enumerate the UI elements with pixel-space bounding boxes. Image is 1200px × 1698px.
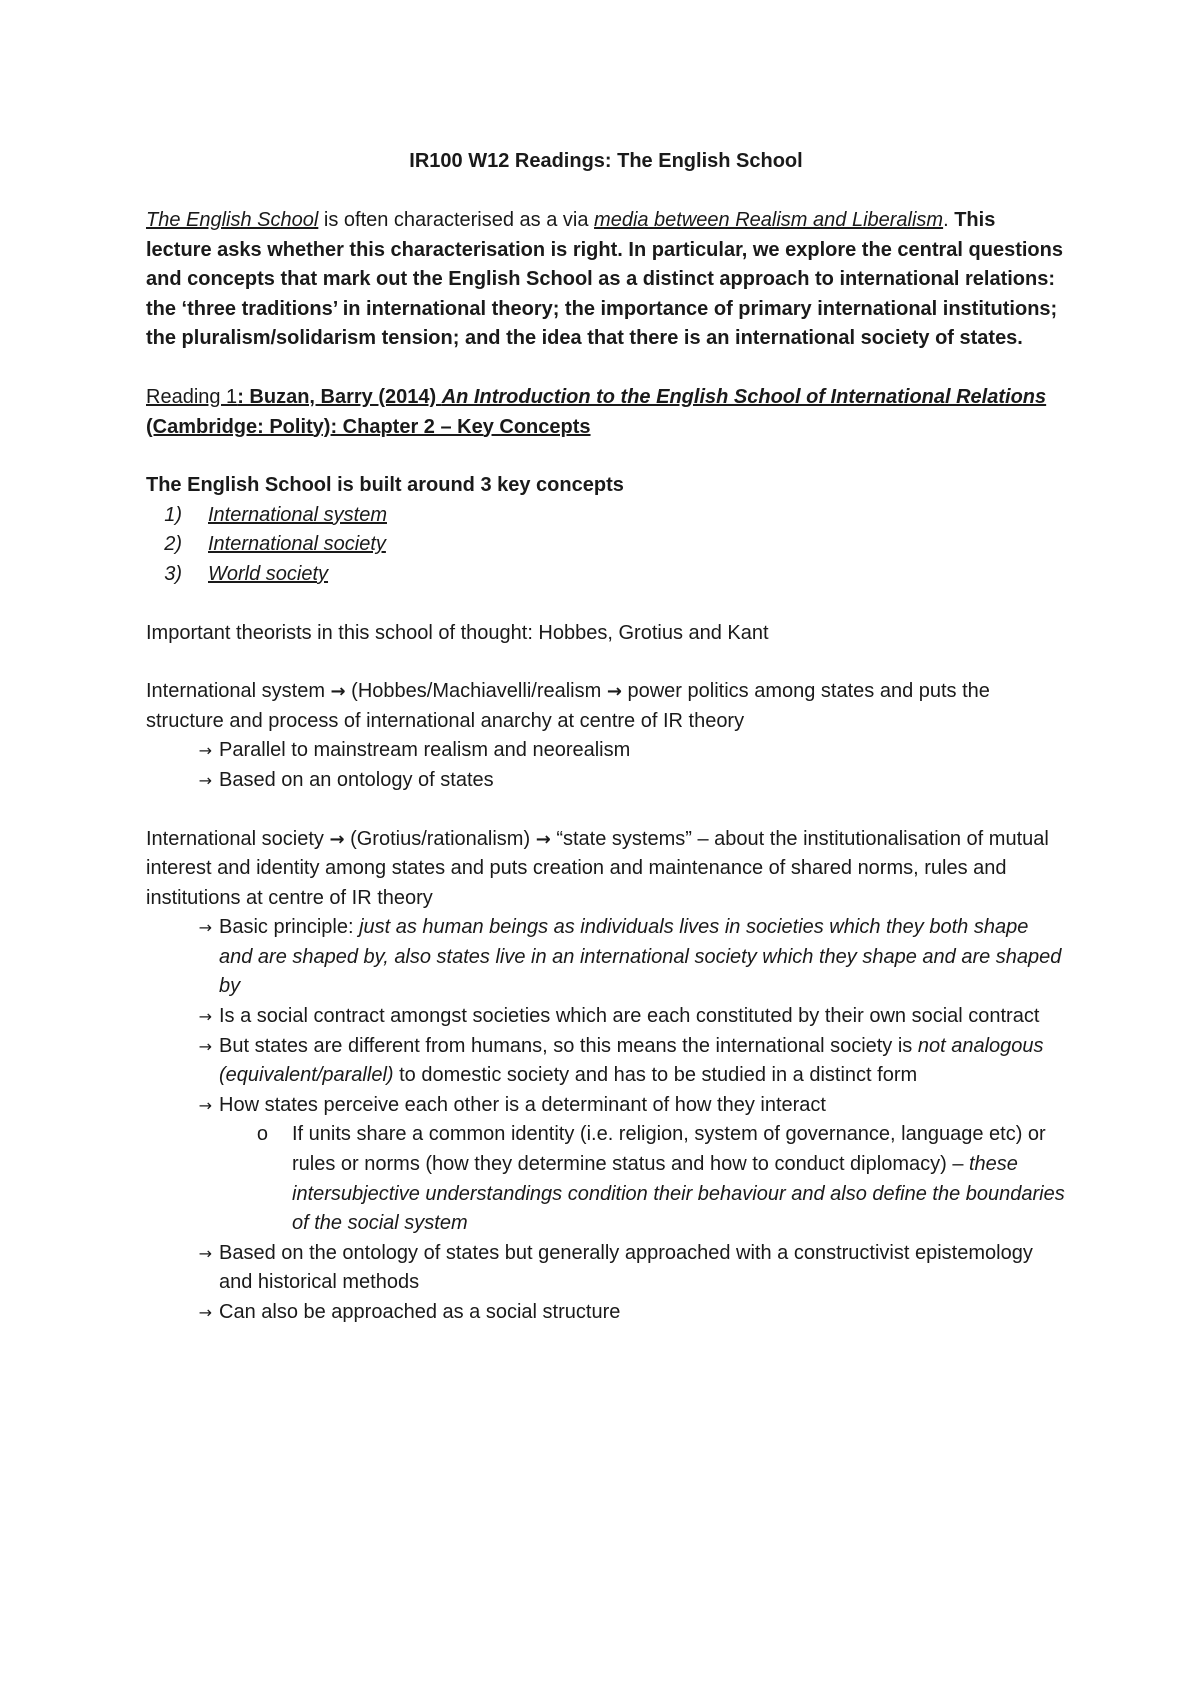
list-item	[146, 501, 1066, 531]
italic-text: these intersubjective understandings condition their behaviour and also define the boundaries of the social system	[292, 1153, 1065, 1235]
text: If units share a common identity (i.e. religion, system of governance, language etc) or rules or norms (how they determine status and how to conduct diplomacy) –	[292, 1123, 1046, 1176]
text: International system	[146, 680, 331, 703]
arrow-bullet-icon: →	[198, 770, 212, 790]
list-item	[146, 1239, 1066, 1298]
list-item	[146, 530, 1066, 560]
reading-publisher: (Cambridge: Polity): Chapter 2 – Key Concepts	[146, 415, 591, 438]
international-system-bullets	[146, 736, 1066, 795]
arrow-bullet-icon: →	[198, 1303, 212, 1322]
intro-paragraph	[146, 206, 1066, 354]
text: (Hobbes/Machiavelli/realism	[345, 680, 607, 703]
arrow-bullet-icon: →	[198, 1095, 212, 1115]
list-item-text	[292, 1120, 1066, 1238]
text: Basic principle:	[219, 916, 360, 939]
right-arrow-icon: →	[606, 681, 622, 703]
arrow-bullet-icon: →	[198, 1036, 212, 1056]
via-media-term: media between Realism and Liberalism	[594, 209, 944, 231]
right-arrow-icon: →	[535, 828, 551, 850]
list-item	[146, 1002, 1066, 1032]
text: But states are different from humans, so this means the international society is	[219, 1034, 918, 1057]
list-item-text	[219, 913, 1066, 1002]
list-item	[146, 560, 1066, 590]
arrow-bullet-icon: →	[198, 918, 212, 938]
arrow-bullet-icon: →	[198, 1007, 212, 1027]
list-item-text: Based on an ontology of states	[219, 768, 494, 791]
intro-text-end: .	[943, 209, 949, 231]
list-number: 1)	[164, 503, 182, 526]
key-concepts-list	[146, 501, 1066, 590]
list-item-text: Is a social contract amongst societies which are each constituted by their own social contract	[219, 1005, 1040, 1028]
intro-lecture-summary: This lecture asks whether this characterisation is right. In particular, we explore the central questions and concepts that mark out the English School as a distinct approach to international relations: the ‘three traditions’ in international theory; the importance of primary international institutions; the pluralism/solidarism tension; and the idea that there is an international society of states.	[146, 209, 1063, 350]
international-system-paragraph	[146, 677, 1066, 736]
reading-citation	[146, 383, 1066, 442]
list-item	[146, 1120, 1066, 1238]
list-item-text: Can also be approached as a social structure	[219, 1301, 621, 1323]
international-society-paragraph	[146, 825, 1066, 914]
list-item	[146, 766, 1066, 796]
list-item-label: World society	[208, 562, 329, 585]
text: “state systems” – about the institutionalisation of mutual interest and identity among states and puts creation and maintenance of shared norms, rules and institutions at centre of IR theory	[146, 827, 1049, 909]
reading-book-title: An Introduction to the English School of International Relations	[441, 385, 1047, 408]
reading-prefix: Reading 1	[146, 385, 238, 408]
list-item-label: International system	[208, 503, 387, 526]
list-item	[146, 1032, 1066, 1091]
list-item	[146, 913, 1066, 1002]
right-arrow-icon: →	[329, 828, 345, 850]
italic-text: not analogous (equivalent/parallel)	[219, 1034, 1044, 1087]
key-concepts-heading: The English School is built around 3 key concepts	[146, 474, 624, 497]
list-number: 2)	[164, 533, 182, 556]
international-society-bullets	[146, 913, 1066, 1327]
list-item-text: How states perceive each other is a determinant of how they interact	[219, 1093, 826, 1116]
italic-text: just as human beings as individuals lives in societies which they both shape and are shaped by, also states live in an international society which they shape and are shaped by	[219, 916, 1062, 998]
list-item-text	[219, 1032, 1066, 1091]
circle-bullet-icon: o	[256, 1123, 268, 1146]
list-item-label: International society	[208, 533, 386, 556]
arrow-bullet-icon: →	[198, 1243, 212, 1263]
list-item	[146, 1298, 1066, 1328]
sub-list-container	[146, 1120, 1066, 1238]
text: to domestic society and has to be studied in a distinct form	[393, 1064, 918, 1087]
list-item	[146, 736, 1066, 766]
text: International society	[146, 827, 330, 850]
list-item-text: Parallel to mainstream realism and neorealism	[219, 739, 631, 762]
arrow-bullet-icon: →	[198, 741, 212, 761]
theorists-line: Important theorists in this school of thought: Hobbes, Grotius and Kant	[146, 621, 769, 644]
list-item-text: Based on the ontology of states but generally approached with a constructivist epistemology and historical methods	[219, 1241, 1033, 1294]
document-body	[146, 146, 1066, 1328]
text: (Grotius/rationalism)	[344, 827, 536, 850]
intro-text: is often characterised as a via	[318, 209, 595, 231]
right-arrow-icon: →	[330, 681, 346, 703]
english-school-term: The English School	[146, 209, 319, 231]
reading-author: : Buzan, Barry (2014)	[237, 385, 442, 408]
sub-bullets	[146, 1120, 1066, 1238]
text: power politics among states and puts the structure and process of international anarchy at centre of IR theory	[146, 680, 990, 732]
list-number: 3)	[164, 562, 182, 585]
page-title: IR100 W12 Readings: The English School	[409, 150, 803, 172]
list-item	[146, 1091, 1066, 1121]
